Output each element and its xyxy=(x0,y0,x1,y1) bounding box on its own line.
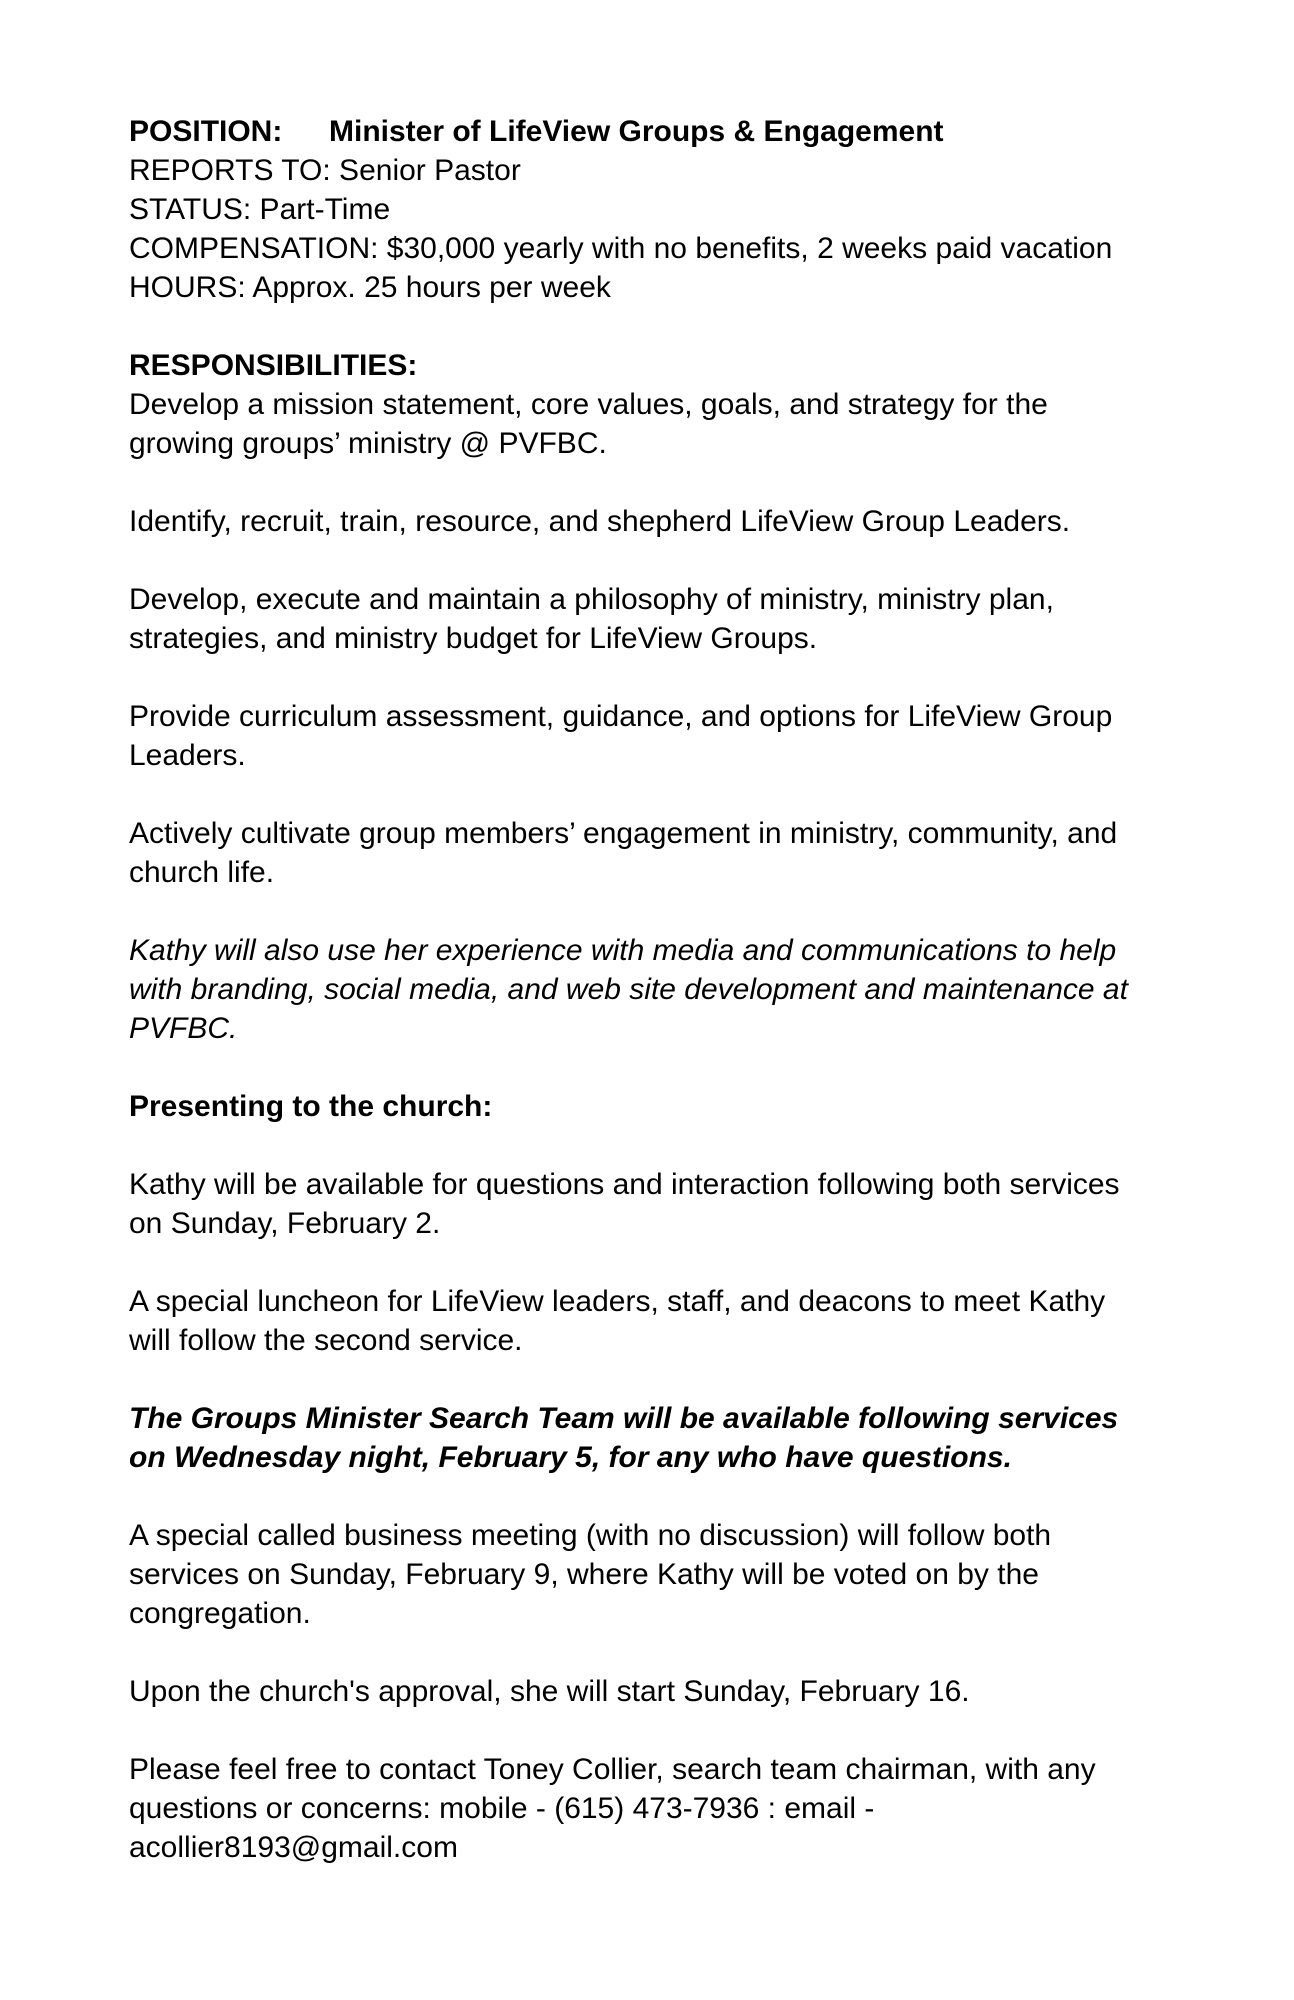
contact-email: acollier8193@gmail.com xyxy=(129,1831,458,1864)
contact-line-1: Please feel free to contact Toney Collier, search team chairman, with any xyxy=(129,1753,1096,1786)
status: STATUS: Part-Time xyxy=(129,193,391,226)
availability-paragraph xyxy=(129,1165,1219,1243)
responsibility-4-line-2: Leaders. xyxy=(129,739,246,772)
responsibility-2 xyxy=(129,502,1219,541)
contact-line-2: questions or concerns: mobile - (615) 473-7936 : email - xyxy=(129,1792,875,1825)
search-team-line-2: on Wednesday night, February 5, for any who have questions. xyxy=(129,1441,1012,1474)
search-team-line-1: The Groups Minister Search Team will be available following services xyxy=(129,1402,1119,1435)
luncheon-line-2: will follow the second service. xyxy=(129,1324,523,1357)
responsibility-4 xyxy=(129,697,1219,775)
luncheon-line-1: A special luncheon for LifeView leaders, staff, and deacons to meet Kathy xyxy=(129,1285,1106,1318)
business-meeting-paragraph xyxy=(129,1516,1219,1633)
start-text: Upon the church's approval, she will start Sunday, February 16. xyxy=(129,1675,970,1708)
responsibilities-heading: RESPONSIBILITIES: xyxy=(129,349,418,382)
reports-to: REPORTS TO: Senior Pastor xyxy=(129,154,521,187)
business-meeting-line-2: services on Sunday, February 9, where Kathy will be voted on by the xyxy=(129,1558,1039,1591)
contact-paragraph xyxy=(129,1750,1219,1867)
responsibility-5-line-1: Actively cultivate group members’ engagement in ministry, community, and xyxy=(129,817,1118,850)
presenting-heading: Presenting to the church: xyxy=(129,1090,493,1123)
availability-line-1: Kathy will be available for questions and interaction following both services xyxy=(129,1168,1120,1201)
business-meeting-line-3: congregation. xyxy=(129,1597,311,1630)
document-content xyxy=(129,112,1219,1906)
luncheon-paragraph xyxy=(129,1282,1219,1360)
media-note-line-1: Kathy will also use her experience with media and communications to help xyxy=(129,934,1117,967)
responsibility-5 xyxy=(129,814,1219,892)
compensation: COMPENSATION: $30,000 yearly with no benefits, 2 weeks paid vacation xyxy=(129,232,1113,265)
position-title: Minister of LifeView Groups & Engagement xyxy=(329,115,944,148)
responsibility-5-line-2: church life. xyxy=(129,856,275,889)
responsibility-1-line-2: growing groups’ ministry @ PVFBC. xyxy=(129,427,607,460)
media-note xyxy=(129,931,1219,1048)
responsibility-1-line-1: Develop a mission statement, core values, goals, and strategy for the xyxy=(129,388,1048,421)
presenting-heading-block xyxy=(129,1087,1219,1126)
responsibility-3-line-2: strategies, and ministry budget for LifeView Groups. xyxy=(129,622,818,655)
position-line xyxy=(129,112,1219,151)
search-team-paragraph xyxy=(129,1399,1219,1477)
responsibility-3 xyxy=(129,580,1219,658)
start-paragraph xyxy=(129,1672,1219,1711)
media-note-line-3: PVFBC. xyxy=(129,1012,238,1045)
responsibility-3-line-1: Develop, execute and maintain a philosophy of ministry, ministry plan, xyxy=(129,583,1054,616)
position-label: POSITION: xyxy=(129,115,283,148)
responsibility-2-text: Identify, recruit, train, resource, and shepherd LifeView Group Leaders. xyxy=(129,505,1071,538)
hours: HOURS: Approx. 25 hours per week xyxy=(129,271,611,304)
position-details xyxy=(129,112,1219,307)
business-meeting-line-1: A special called business meeting (with no discussion) will follow both xyxy=(129,1519,1052,1552)
responsibility-1 xyxy=(129,346,1219,463)
responsibility-4-line-1: Provide curriculum assessment, guidance, and options for LifeView Group xyxy=(129,700,1113,733)
availability-line-2: on Sunday, February 2. xyxy=(129,1207,441,1240)
media-note-line-2: with branding, social media, and web site development and maintenance at xyxy=(129,973,1128,1006)
